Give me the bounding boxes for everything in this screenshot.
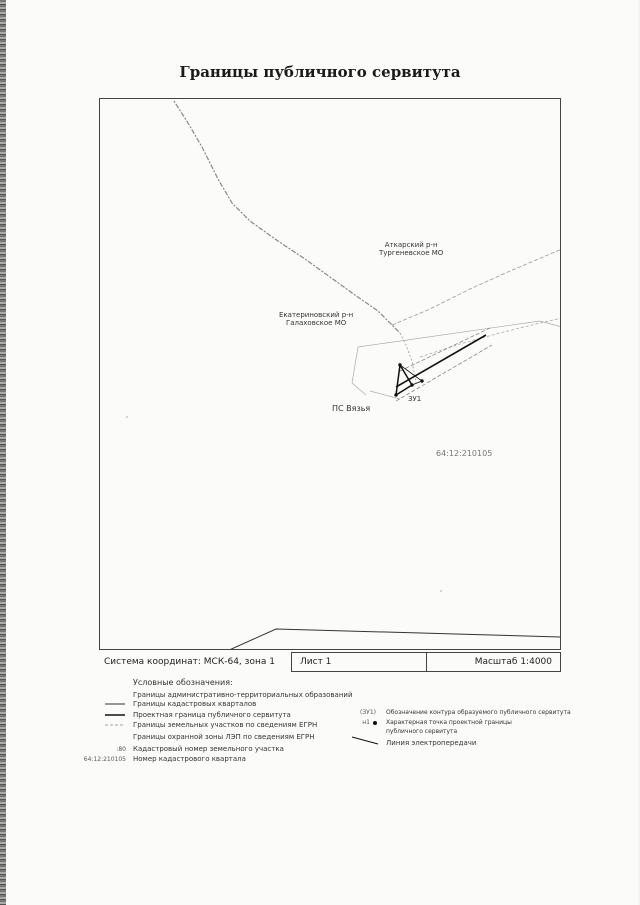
point-n3	[394, 393, 397, 396]
admin-boundary	[174, 101, 400, 333]
zone-label: ЗУ1	[408, 395, 422, 403]
legend-point-line-2: публичного сервитута	[386, 728, 458, 735]
legend-point-dot	[371, 719, 379, 727]
legend-zone-contour: Обозначение контура образуемого публичного сервитута	[386, 709, 571, 716]
legend-quarter-boundary: Границы кадастровых кварталов	[133, 700, 257, 708]
district-north-line-1: Аткарский р-н	[384, 241, 438, 249]
legend-parcel-boundary: Границы земельных участков по сведениям ЕГРН	[133, 721, 318, 729]
scan-speck	[126, 417, 442, 591]
sheet-number: Лист 1	[291, 652, 427, 672]
map-frame	[99, 98, 561, 650]
coordinate-system: Система координат: МСК-64, зона 1	[104, 657, 275, 667]
substation-label: ПС Вязья	[332, 404, 371, 413]
legend-powerline: Линия электропередачи	[386, 739, 477, 747]
map-drawing	[100, 99, 561, 650]
point-n2	[410, 383, 413, 386]
quarter-boundary-north	[392, 249, 561, 325]
legend-point-line-1: Характерная точка проектной границы	[386, 719, 512, 726]
page-title: Границы публичного сервитута	[179, 63, 461, 81]
district-north-line-2: Тургеневское МО	[379, 249, 444, 257]
land-parcel-boundary	[352, 321, 561, 399]
legend-quarter-number: Номер кадастрового квартала	[133, 755, 246, 763]
legend-title: Условные обозначения:	[133, 678, 233, 687]
legend-point-symbol: н1	[362, 719, 370, 726]
legend-servitude-boundary: Проектная граница публичного сервитута	[133, 711, 291, 719]
legend-code-parcel: :80	[116, 746, 126, 753]
legend-admin-boundary: Границы административно-территориальных образований	[133, 691, 353, 699]
district-south-line-1: Екатериновский р-н	[279, 311, 354, 319]
point-n1	[398, 363, 401, 366]
legend-symbols-left	[99, 690, 131, 750]
district-label-north	[379, 241, 443, 257]
legend-point-label	[386, 718, 512, 736]
point-n4	[420, 379, 423, 382]
district-label-south	[279, 311, 353, 327]
district-south-line-2: Галаховское МО	[285, 319, 347, 327]
map-footer	[99, 652, 561, 672]
corner-line	[227, 629, 561, 650]
powerline-zone	[396, 327, 492, 401]
legend-powerline-zone: Границы охранной зоны ЛЭП по сведениям ЕГРН	[133, 733, 315, 741]
legend-powerline-symbol	[350, 735, 380, 747]
legend-parcel-number: Кадастровый номер земельного участка	[133, 745, 284, 753]
cadastral-quarter-label: 64:12:210105	[436, 449, 493, 458]
powerline	[396, 335, 486, 387]
legend-code-quarter: 64:12:210105	[83, 756, 126, 763]
map-scale: Масштаб 1:4000	[427, 652, 561, 672]
legend-zone-symbol: (ЗУ1)	[359, 709, 376, 716]
